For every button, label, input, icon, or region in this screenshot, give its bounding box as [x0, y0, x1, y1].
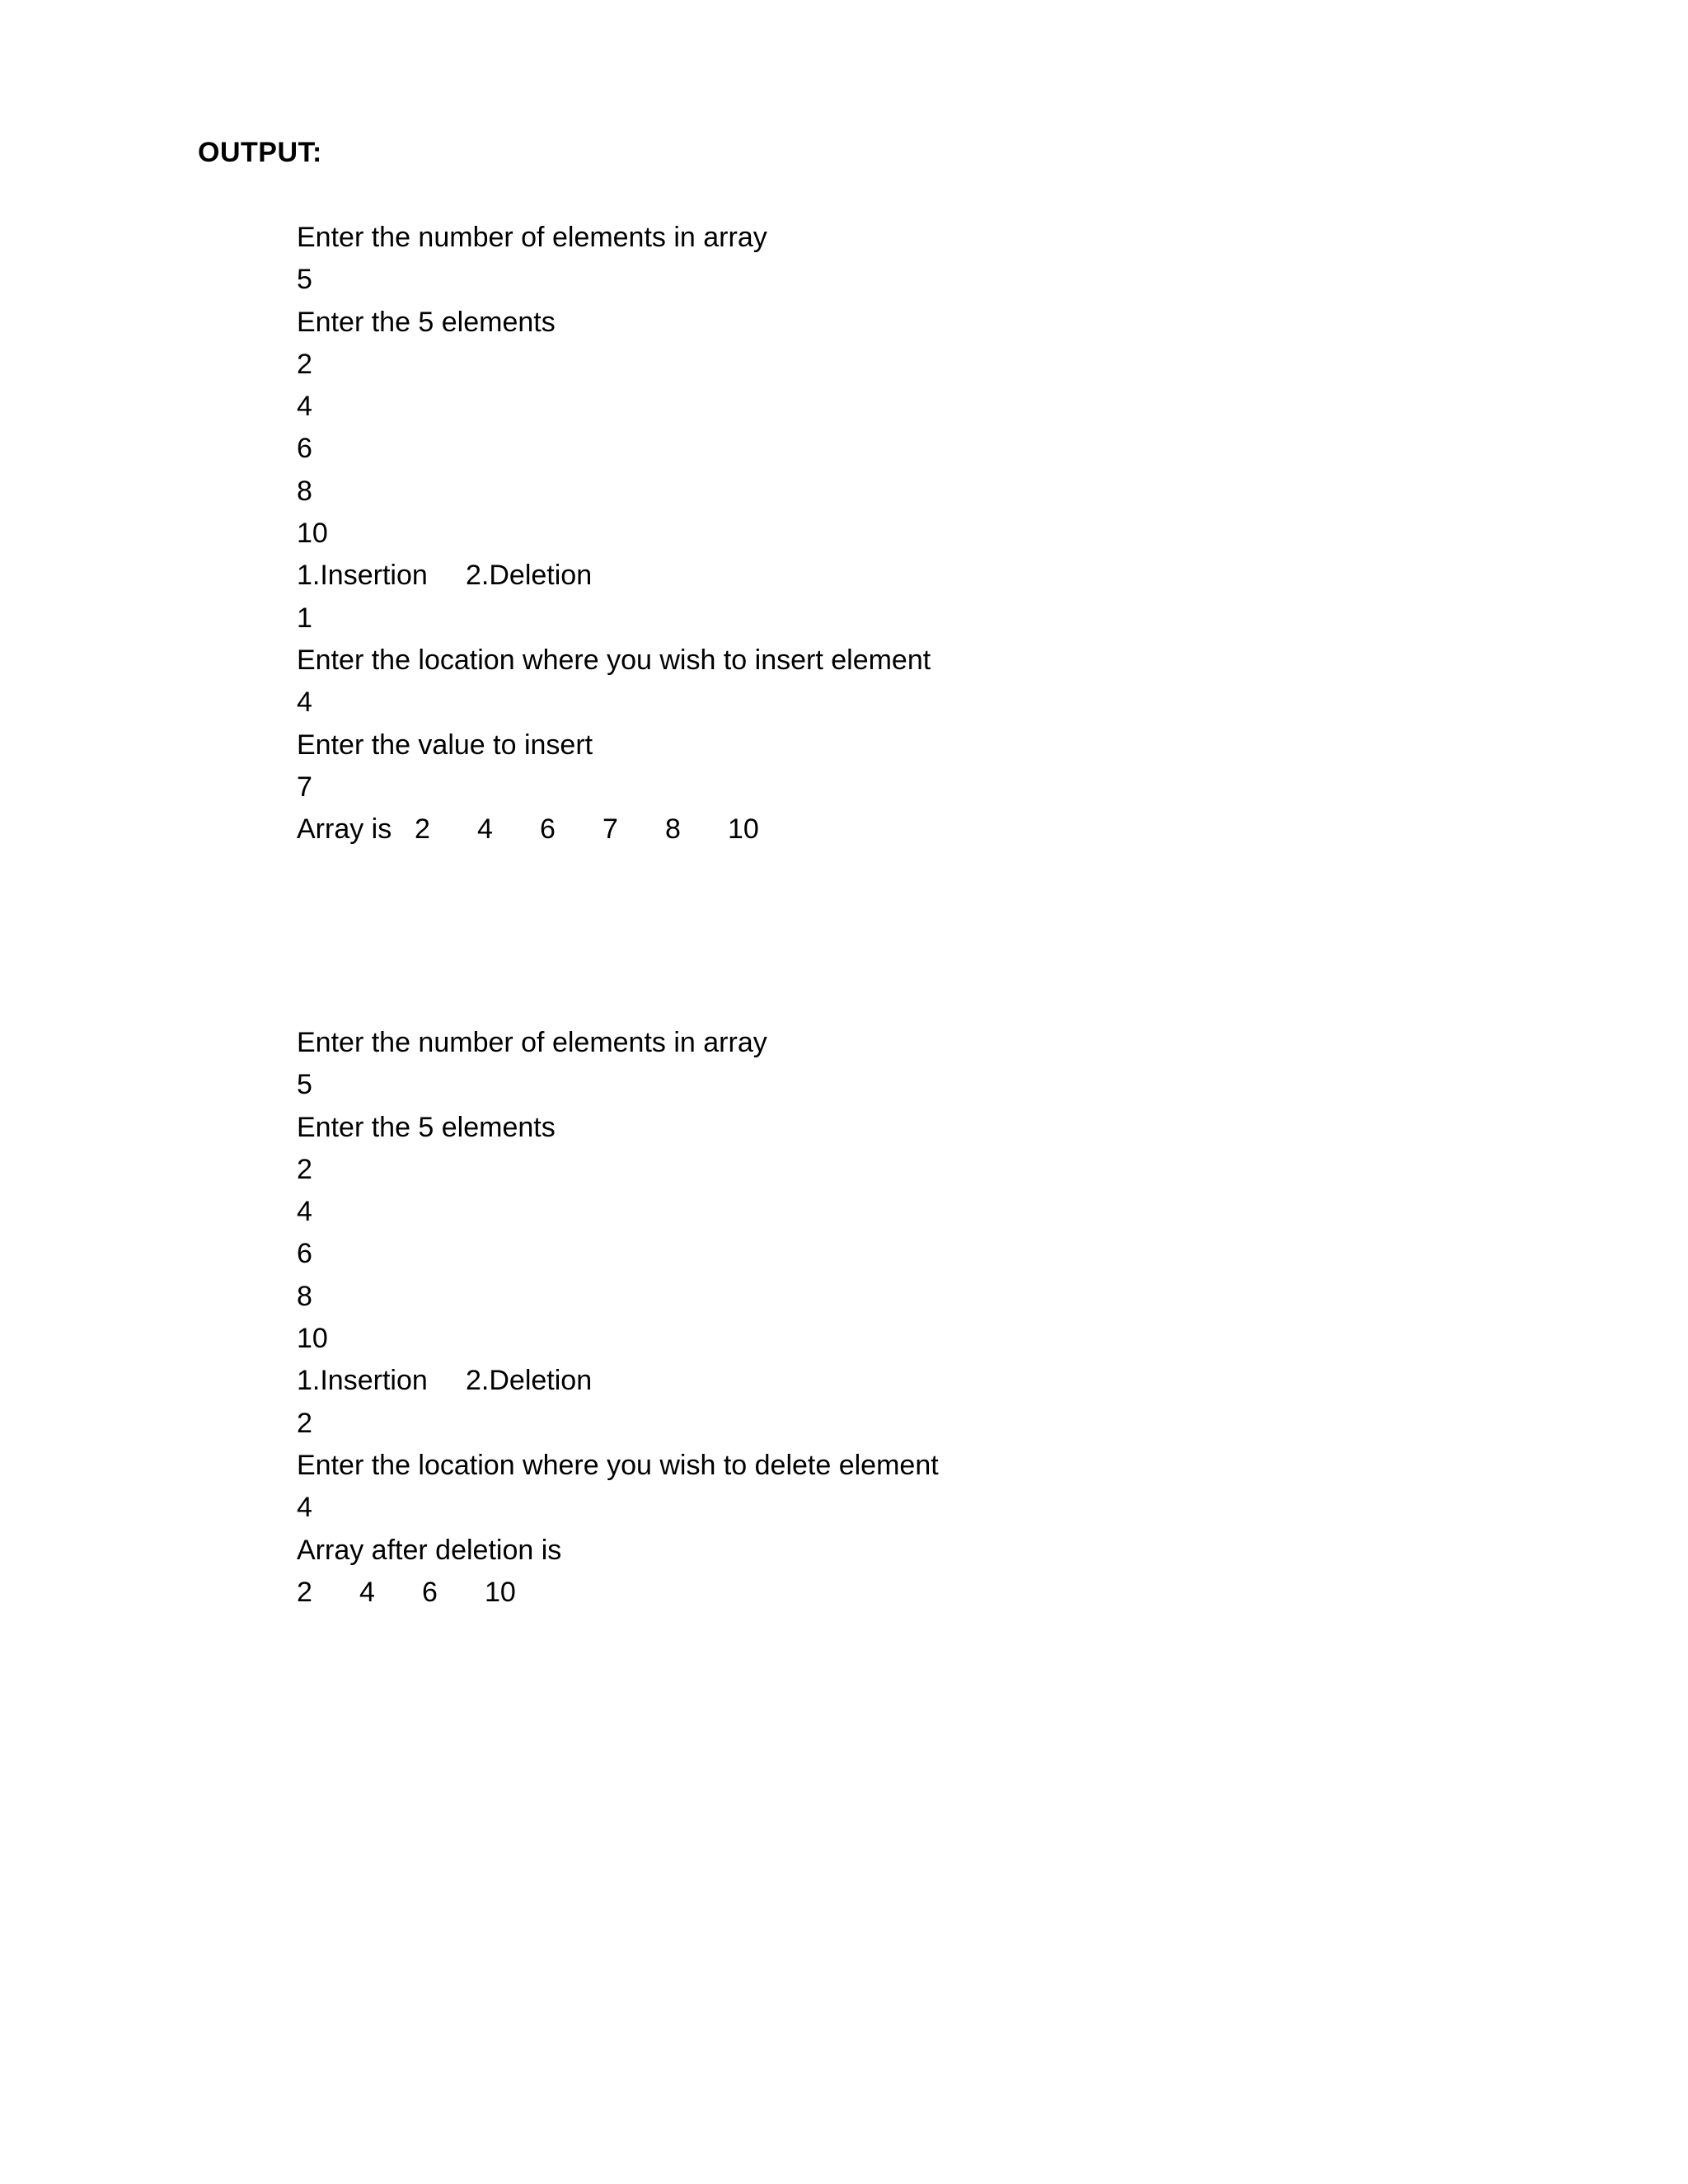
count-value: 5	[297, 264, 312, 296]
element-value: 6	[297, 1238, 312, 1270]
menu-option-insertion: 1.Insertion	[297, 1365, 428, 1397]
result-label: Array after deletion is	[297, 1534, 562, 1566]
result-value: 6	[422, 1576, 438, 1608]
element-value: 10	[297, 1323, 328, 1355]
menu-options	[297, 1360, 939, 1402]
element-value: 8	[297, 475, 312, 507]
prompt-value: Enter the value to insert	[297, 729, 593, 761]
value-entered: 7	[297, 771, 312, 803]
prompt-elements: Enter the 5 elements	[297, 1111, 556, 1143]
insertion-run-output	[297, 217, 931, 851]
result-value: 10	[728, 813, 759, 846]
location-value: 4	[297, 687, 312, 719]
element-value: 8	[297, 1280, 312, 1312]
result-value: 10	[485, 1576, 516, 1608]
element-value: 6	[297, 433, 312, 465]
element-value: 4	[297, 391, 312, 423]
prompt-count: Enter the number of elements in array	[297, 1027, 767, 1058]
prompt-elements: Enter the 5 elements	[297, 306, 556, 338]
result-value: 4	[359, 1576, 375, 1608]
prompt-count: Enter the number of elements in array	[297, 222, 767, 253]
result-value: 6	[540, 813, 556, 846]
menu-choice: 1	[297, 602, 312, 634]
menu-option-deletion: 2.Deletion	[466, 1365, 593, 1397]
result-label: Array is	[297, 813, 392, 846]
menu-options	[297, 555, 931, 597]
result-value: 2	[297, 1576, 312, 1608]
result-value: 8	[665, 813, 681, 846]
location-value: 4	[297, 1492, 312, 1524]
element-value: 2	[297, 1153, 312, 1185]
menu-option-insertion: 1.Insertion	[297, 560, 428, 592]
result-array	[297, 808, 931, 851]
element-value: 2	[297, 348, 312, 380]
deletion-run-output	[297, 1022, 939, 1614]
menu-option-deletion: 2.Deletion	[466, 560, 593, 592]
result-value: 4	[477, 813, 493, 846]
prompt-location: Enter the location where you wish to insert element	[297, 644, 931, 676]
count-value: 5	[297, 1069, 312, 1101]
result-array	[297, 1572, 939, 1614]
element-value: 10	[297, 518, 328, 550]
output-heading: OUTPUT:	[198, 137, 322, 168]
element-value: 4	[297, 1196, 312, 1228]
result-value: 7	[603, 813, 618, 846]
prompt-location: Enter the location where you wish to delete element	[297, 1449, 939, 1481]
menu-choice: 2	[297, 1407, 312, 1439]
result-value: 2	[415, 813, 430, 846]
